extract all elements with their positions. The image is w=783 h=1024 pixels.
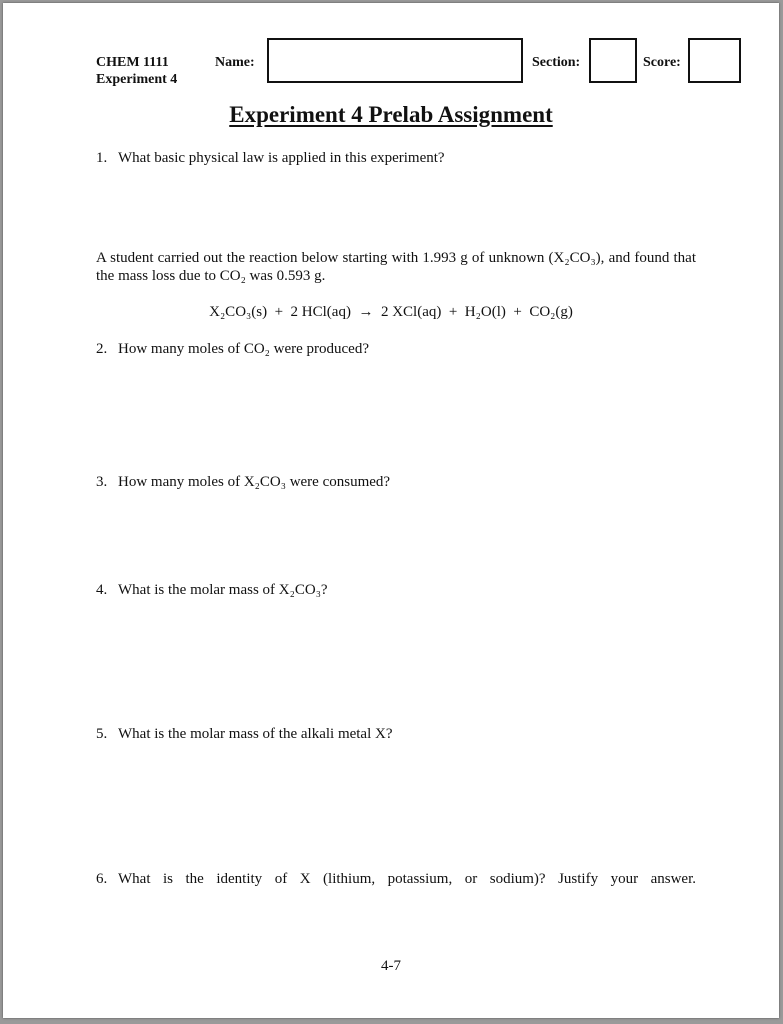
question-1 (96, 149, 696, 167)
reaction-equation: X₂CO₃(s) + 2 HCl(aq) → 2 XCl(aq) + H₂O(l) + CO₂(g) (209, 304, 573, 320)
question-3 (96, 473, 696, 491)
worksheet-page (3, 3, 779, 1018)
section-label: Section: (532, 55, 581, 70)
question-2 (96, 340, 696, 358)
question-text: What is the identity of X (lithium, potassium, or sodium)? Justify your answer. (118, 871, 696, 887)
section-field[interactable] (589, 38, 637, 83)
course-code: CHEM 1111 (96, 55, 169, 70)
name-label: Name: (215, 55, 255, 70)
page-number: 4-7 (381, 958, 401, 974)
question-text: What basic physical law is applied in this experiment? (118, 150, 445, 166)
name-field[interactable] (267, 38, 523, 83)
course-info (96, 54, 177, 88)
question-6 (96, 870, 696, 888)
question-text: What is the molar mass of X₂CO₃? (118, 582, 328, 598)
question-number: 4. (96, 582, 108, 598)
question-number: 6. (96, 871, 108, 887)
question-4 (96, 581, 696, 599)
score-field[interactable] (688, 38, 741, 83)
question-text: What is the molar mass of the alkali metal X? (118, 726, 393, 742)
question-number: 2. (96, 341, 108, 357)
intro-paragraph: A student carried out the reaction below starting with 1.993 g of unknown (X₂CO₃), and found that the mass loss due to CO₂ was 0.593 g. (96, 250, 696, 284)
question-number: 5. (96, 726, 108, 742)
question-5 (96, 725, 696, 743)
question-text: How many moles of CO₂ were produced? (118, 341, 369, 357)
page-title: Experiment 4 Prelab Assignment (229, 102, 553, 127)
question-text: How many moles of X₂CO₃ were consumed? (118, 474, 391, 490)
question-number: 1. (96, 150, 108, 166)
experiment-label: Experiment 4 (96, 72, 178, 87)
score-label: Score: (643, 55, 681, 70)
question-number: 3. (96, 474, 108, 490)
